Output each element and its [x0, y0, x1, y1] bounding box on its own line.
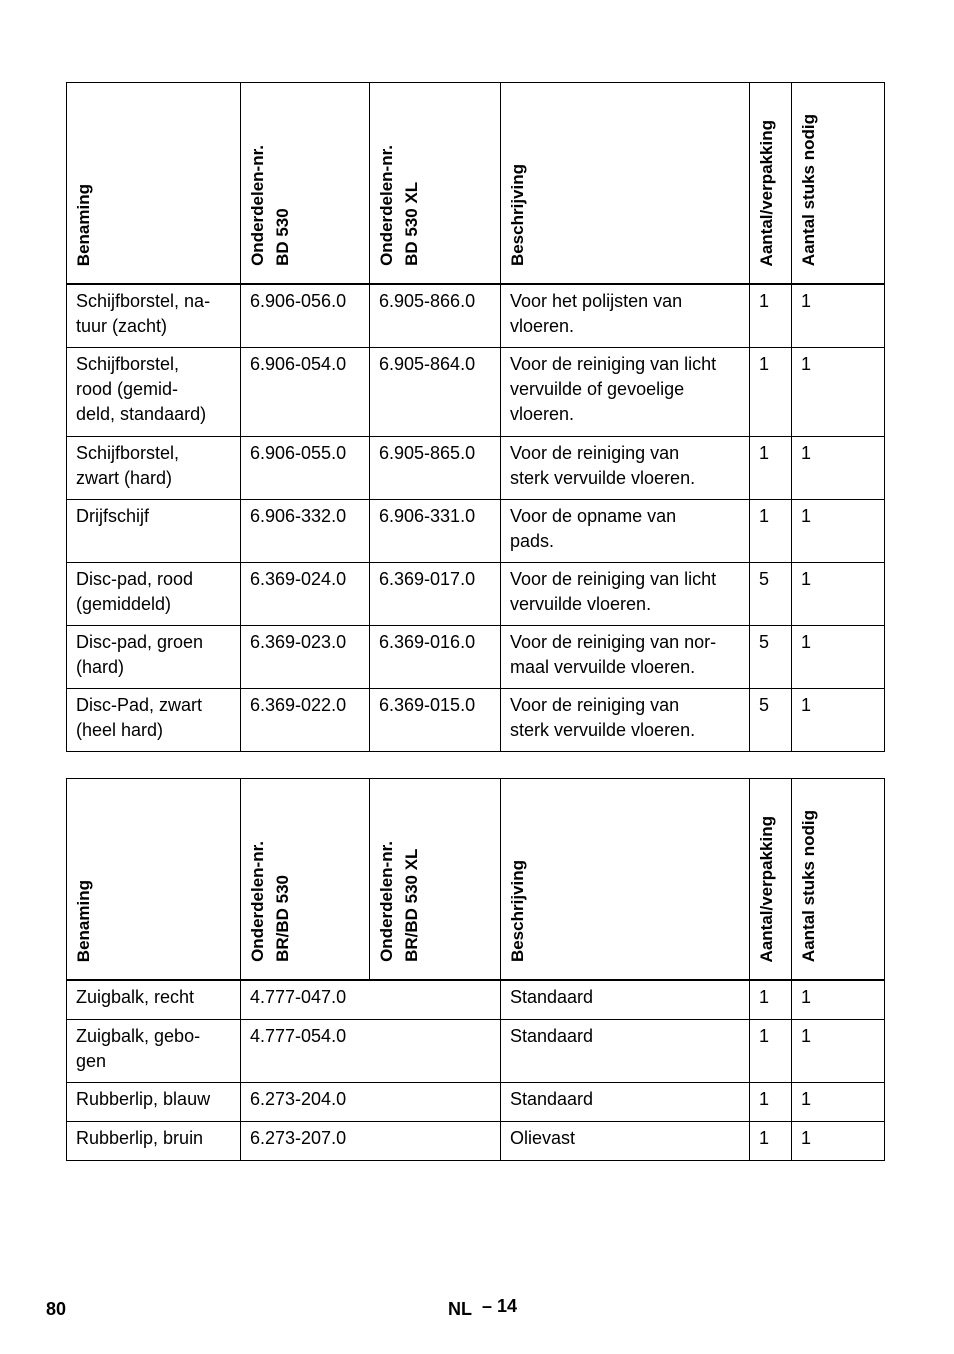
cell-name: Disc-Pad, zwart (heel hard) — [67, 689, 241, 752]
cell-desc: Voor de reiniging van licht vervuilde vloeren. — [501, 563, 750, 626]
cell-desc: Standaard — [501, 980, 750, 1020]
col-header-benaming: Benaming — [67, 83, 241, 285]
cell-nr1: 6.369-024.0 — [241, 563, 370, 626]
cell-desc: Voor de reiniging van sterk vervuilde vloeren. — [501, 437, 750, 500]
cell-nr: 4.777-054.0 — [241, 1020, 501, 1083]
language-code: NL — [448, 1299, 472, 1319]
cell-pack: 1 — [750, 1020, 792, 1083]
cell-name: Disc-pad, rood (gemiddeld) — [67, 563, 241, 626]
cell-nr2: 6.906-331.0 — [370, 500, 501, 563]
cell-need: 1 — [792, 437, 885, 500]
cell-name: Disc-pad, groen (hard) — [67, 626, 241, 689]
cell-desc: Voor de reiniging van sterk vervuilde vloeren. — [501, 689, 750, 752]
cell-need: 1 — [792, 689, 885, 752]
cell-pack: 1 — [750, 437, 792, 500]
cell-pack: 5 — [750, 626, 792, 689]
cell-nr2: 6.369-016.0 — [370, 626, 501, 689]
table-row — [67, 437, 885, 500]
cell-name: Rubberlip, bruin — [67, 1122, 241, 1161]
page-number: 80 — [46, 1299, 67, 1319]
section-page-number: – 14 — [482, 1296, 518, 1316]
cell-nr1: 6.906-055.0 — [241, 437, 370, 500]
cell-name: Schijfborstel, zwart (hard) — [67, 437, 241, 500]
table-row — [67, 1020, 885, 1083]
col-header-aantal-verpakking: Aantal/verpakking — [750, 83, 792, 285]
parts-table-brbd530 — [66, 778, 885, 1161]
col-header-aantal-nodig: Aantal stuks nodig — [792, 779, 885, 981]
cell-name: Schijfborstel, na- tuur (zacht) — [67, 284, 241, 348]
cell-nr1: 6.906-056.0 — [241, 284, 370, 348]
cell-desc: Olievast — [501, 1122, 750, 1161]
col-header-beschrijving: Beschrijving — [501, 83, 750, 285]
cell-nr: 4.777-047.0 — [241, 980, 501, 1020]
cell-nr2: 6.905-866.0 — [370, 284, 501, 348]
col-header-nr-bd530: Onderdelen-nr. BD 530 — [241, 83, 370, 285]
col-header-nr-bd530xl: Onderdelen-nr. BD 530 XL — [370, 83, 501, 285]
cell-pack: 1 — [750, 980, 792, 1020]
col-header-beschrijving: Beschrijving — [501, 779, 750, 981]
col-header-nr-brbd530xl: Onderdelen-nr. BR/BD 530 XL — [370, 779, 501, 981]
cell-nr: 6.273-204.0 — [241, 1083, 501, 1122]
col-header-benaming: Benaming — [67, 779, 241, 981]
cell-nr2: 6.905-864.0 — [370, 348, 501, 437]
cell-need: 1 — [792, 1083, 885, 1122]
table-row — [67, 284, 885, 348]
cell-name: Schijfborstel, rood (gemid- deld, standaard) — [67, 348, 241, 437]
cell-need: 1 — [792, 1020, 885, 1083]
cell-nr1: 6.906-332.0 — [241, 500, 370, 563]
cell-need: 1 — [792, 500, 885, 563]
table-row — [67, 563, 885, 626]
col-header-aantal-nodig: Aantal stuks nodig — [792, 83, 885, 285]
cell-need: 1 — [792, 284, 885, 348]
cell-need: 1 — [792, 626, 885, 689]
col-header-aantal-verpakking: Aantal/verpakking — [750, 779, 792, 981]
table-row — [67, 626, 885, 689]
table-row — [67, 500, 885, 563]
cell-desc: Voor de reiniging van nor- maal vervuilde vloeren. — [501, 626, 750, 689]
table-row — [67, 1083, 885, 1122]
cell-pack: 1 — [750, 1122, 792, 1161]
cell-pack: 1 — [750, 284, 792, 348]
cell-nr1: 6.906-054.0 — [241, 348, 370, 437]
parts-table-bd530 — [66, 82, 885, 752]
cell-nr2: 6.369-015.0 — [370, 689, 501, 752]
table-row — [67, 1122, 885, 1161]
table-row — [67, 980, 885, 1020]
cell-pack: 1 — [750, 348, 792, 437]
cell-desc: Voor de reiniging van licht vervuilde of gevoelige vloeren. — [501, 348, 750, 437]
cell-nr1: 6.369-022.0 — [241, 689, 370, 752]
cell-nr: 6.273-207.0 — [241, 1122, 501, 1161]
cell-pack: 5 — [750, 563, 792, 626]
cell-pack: 5 — [750, 689, 792, 752]
cell-name: Rubberlip, blauw — [67, 1083, 241, 1122]
col-header-nr-brbd530: Onderdelen-nr. BR/BD 530 — [241, 779, 370, 981]
cell-need: 1 — [792, 1122, 885, 1161]
table-row — [67, 689, 885, 752]
cell-pack: 1 — [750, 500, 792, 563]
cell-nr1: 6.369-023.0 — [241, 626, 370, 689]
table-header-row — [67, 779, 885, 981]
cell-need: 1 — [792, 348, 885, 437]
cell-pack: 1 — [750, 1083, 792, 1122]
cell-name: Drijfschijf — [67, 500, 241, 563]
cell-desc: Standaard — [501, 1083, 750, 1122]
cell-desc: Voor de opname van pads. — [501, 500, 750, 563]
cell-nr2: 6.369-017.0 — [370, 563, 501, 626]
cell-desc: Standaard — [501, 1020, 750, 1083]
cell-name: Zuigbalk, recht — [67, 980, 241, 1020]
cell-need: 1 — [792, 980, 885, 1020]
cell-name: Zuigbalk, gebo- gen — [67, 1020, 241, 1083]
table-header-row — [67, 83, 885, 285]
table-row — [67, 348, 885, 437]
cell-need: 1 — [792, 563, 885, 626]
cell-nr2: 6.905-865.0 — [370, 437, 501, 500]
cell-desc: Voor het polijsten van vloeren. — [501, 284, 750, 348]
